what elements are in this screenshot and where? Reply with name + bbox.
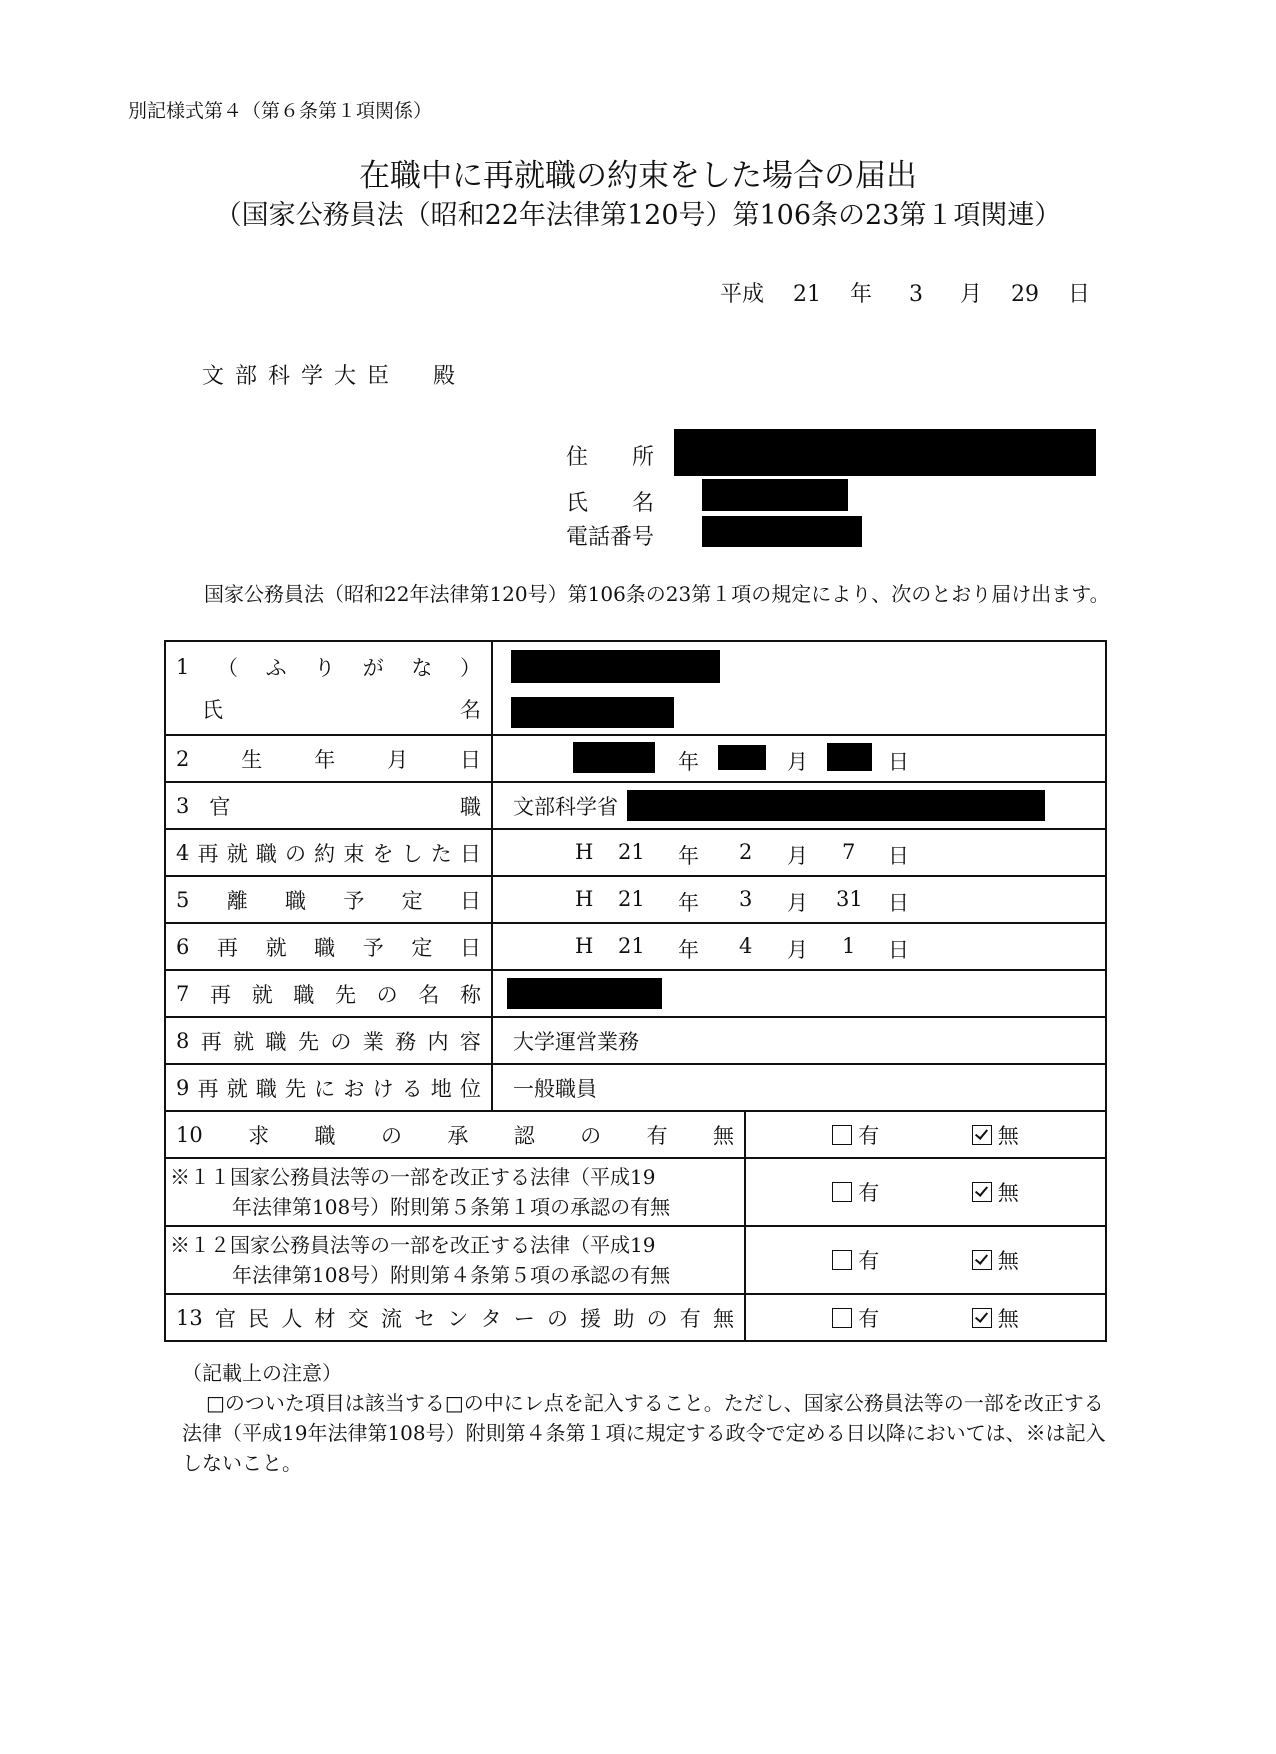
table-row-job-search-approval: 10 求 職 の 承 認 の 有 無 有 無 — [165, 1111, 1106, 1158]
date-day: 29 — [1011, 282, 1040, 307]
table-row-business: 8 再 就 職 先 の 業 務 内 容 大学運営業務 — [165, 1017, 1106, 1064]
notification-form-table — [164, 640, 1107, 1342]
checkbox-icon — [832, 1125, 852, 1145]
date-era: 平成 — [720, 282, 765, 307]
value-resignation-date[interactable]: H 21 年 3 月 31 日 — [492, 876, 1106, 923]
table-row-status: 9 再 就 職 先 に お け る 地 位 一般職員 — [165, 1064, 1106, 1111]
value-birthdate[interactable]: 年 月 日 — [492, 735, 1106, 782]
checkbox-no-12[interactable]: 無 — [972, 1245, 1019, 1275]
checkbox-no-10[interactable]: 無 — [972, 1120, 1019, 1150]
address-label: 住 所 — [566, 445, 655, 470]
value-position[interactable]: 文部科学省 — [492, 782, 1106, 829]
value-status[interactable]: 一般職員 — [492, 1064, 1106, 1111]
redacted-furigana — [511, 650, 720, 683]
table-row-birthdate: 2 生 年 月 日 年 月 日 — [165, 735, 1106, 782]
checkbox-checked-icon — [972, 1308, 992, 1328]
value-employer-name[interactable] — [492, 970, 1106, 1017]
table-row-approval-article4: ※１２国家公務員法等の一部を改正する法律（平成19 年法律第108号）附則第４条第５項の承認の有無 有 無 — [165, 1226, 1106, 1294]
value-promise-date[interactable]: H 21 年 2 月 7 日 — [492, 829, 1106, 876]
redacted-birth-month — [718, 745, 766, 770]
checkbox-yes-10[interactable]: 有 — [832, 1120, 879, 1150]
checkbox-checked-icon — [972, 1250, 992, 1270]
redacted-name — [702, 479, 848, 511]
checkbox-checked-icon — [972, 1182, 992, 1202]
redacted-birth-day — [827, 743, 872, 771]
document-subtitle: （国家公務員法（昭和22年法律第120号）第106条の23第１項関連） — [214, 200, 1062, 231]
checkbox-yes-13[interactable]: 有 — [832, 1303, 879, 1333]
table-row-center-assistance: 13 官 民 人 材 交 流 セ ン タ ー の 援 助 の 有 無 有 無 — [165, 1294, 1106, 1341]
name-label: 氏 名 — [566, 491, 655, 516]
notes-section — [182, 1358, 1112, 1478]
label-name: 氏 名 — [202, 698, 481, 722]
redacted-position — [627, 790, 1045, 821]
form-number: 別記様式第４（第６条第１項関係） — [128, 100, 433, 122]
date-year-unit: 年 — [850, 282, 873, 307]
redacted-phone — [702, 516, 862, 547]
value-reemployment-date[interactable]: H 21 年 4 月 1 日 — [492, 923, 1106, 970]
checkbox-checked-icon — [972, 1125, 992, 1145]
date-month: 3 — [909, 282, 924, 307]
table-row-name — [165, 641, 1106, 735]
intro-text: 国家公務員法（昭和22年法律第120号）第106条の23第１項の規定により、次のとおり届け出ます。 — [204, 582, 1110, 606]
checkbox-no-13[interactable]: 無 — [972, 1303, 1019, 1333]
date-month-unit: 月 — [960, 282, 983, 307]
label-furigana-name — [165, 641, 492, 735]
checkbox-yes-11[interactable]: 有 — [832, 1177, 879, 1207]
value-business[interactable]: 大学運営業務 — [492, 1017, 1106, 1064]
label-furigana: 1 （ ふ り が な ） — [176, 655, 481, 680]
table-row-position: 3 官 職 文部科学省 — [165, 782, 1106, 829]
value-name[interactable] — [492, 641, 1106, 735]
checkbox-icon — [832, 1182, 852, 1202]
table-row-resignation-date: 5 離 職 予 定 日 H 21 年 3 月 31 日 — [165, 876, 1106, 923]
table-row-reemployment-date: 6 再 就 職 予 定 日 H 21 年 4 月 1 日 — [165, 923, 1106, 970]
table-row-promise-date: 4 再 就 職 の 約 束 を し た 日 H 21 年 2 月 7 日 — [165, 829, 1106, 876]
addressee: 文部科学大臣 殿 — [202, 364, 467, 389]
table-row-approval-article5: ※１１国家公務員法等の一部を改正する法律（平成19 年法律第108号）附則第５条第１項の承認の有無 有 無 — [165, 1158, 1106, 1226]
notes-heading: （記載上の注意） — [182, 1361, 342, 1385]
checkbox-yes-12[interactable]: 有 — [832, 1245, 879, 1275]
checkbox-icon — [832, 1250, 852, 1270]
redacted-name-value — [511, 697, 674, 728]
notes-body: □のついた項目は該当する□の中にレ点を記入すること。ただし、国家公務員法等の一部を改正する法律（平成19年法律第108号）附則第４条第１項に規定する政令で定める日以降においては、※は記入しないこと。 — [182, 1391, 1106, 1475]
checkbox-no-11[interactable]: 無 — [972, 1177, 1019, 1207]
submission-date — [720, 277, 1090, 308]
redacted-employer — [507, 978, 662, 1009]
redacted-birth-year — [573, 742, 655, 773]
checkbox-icon — [832, 1308, 852, 1328]
date-day-unit: 日 — [1068, 282, 1091, 307]
redacted-address — [674, 429, 1096, 476]
date-year: 21 — [793, 282, 822, 307]
document-title: 在職中に再就職の約束をした場合の届出 — [359, 158, 917, 194]
table-row-employer-name: 7 再 就 職 先 の 名 称 — [165, 970, 1106, 1017]
phone-label: 電話番号 — [566, 525, 655, 550]
